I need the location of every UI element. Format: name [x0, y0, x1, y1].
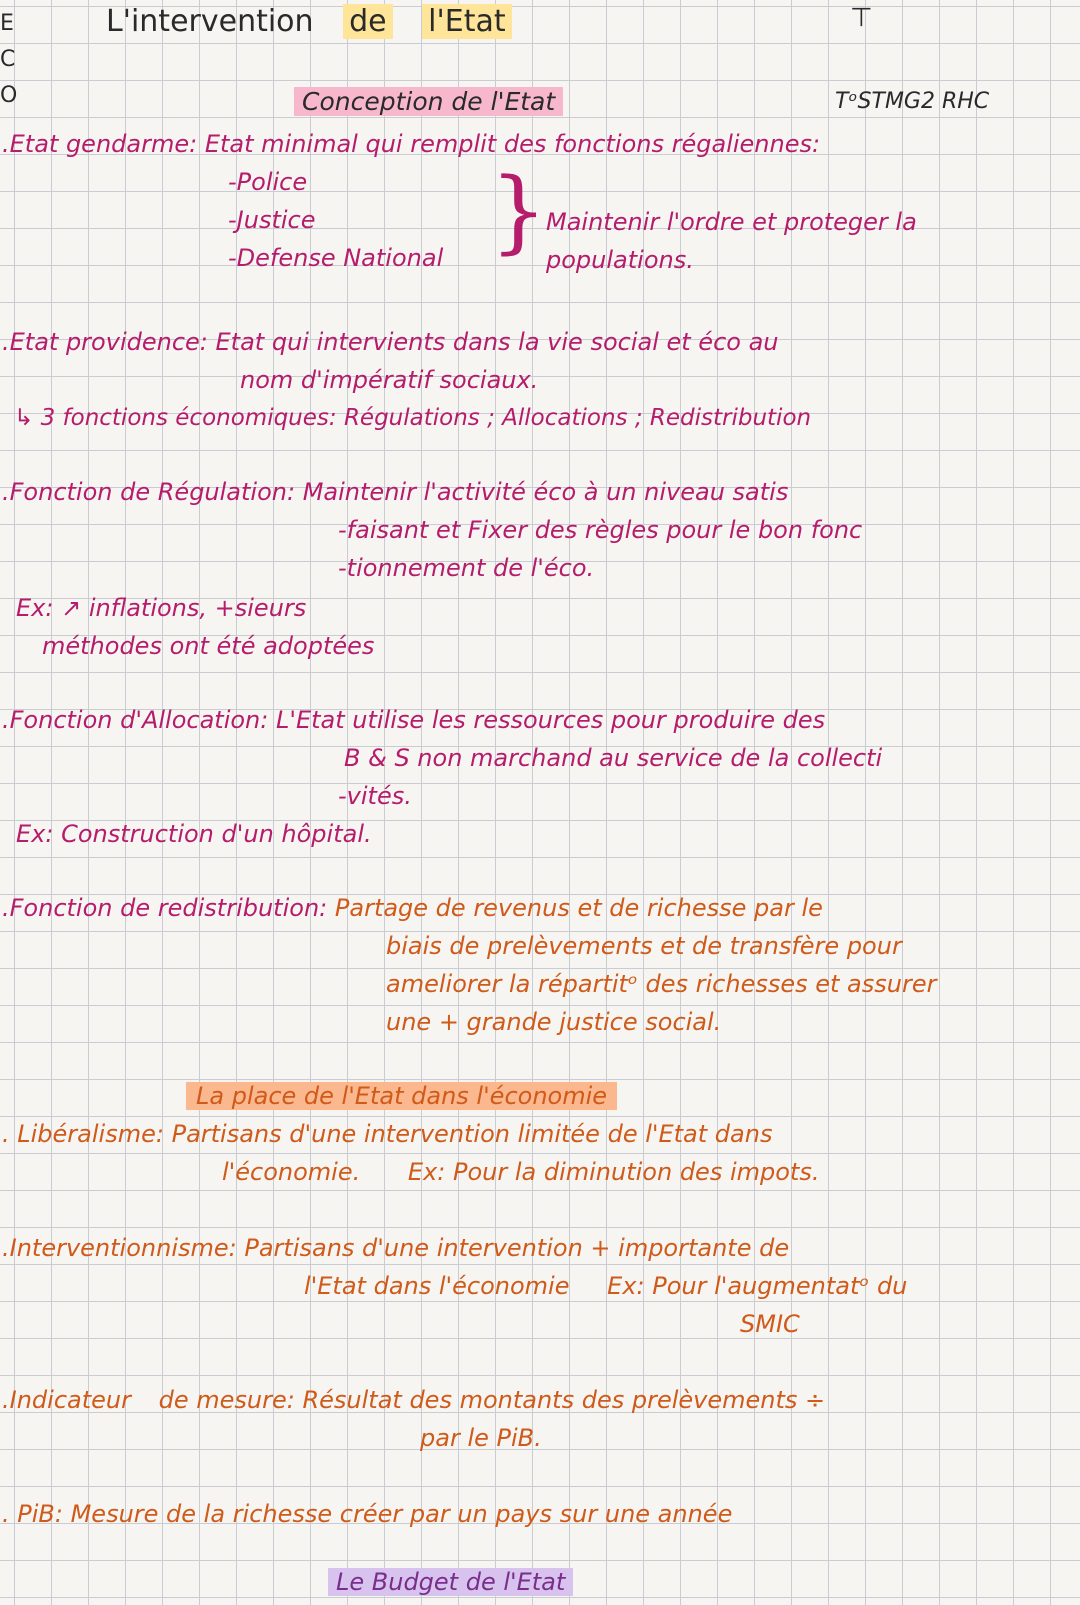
pib-definition: Mesure de la richesse créer par un pays sur une année	[70, 1500, 733, 1528]
interventionnisme-label: .Interventionnisme:	[2, 1234, 237, 1262]
providence-definition-1: Etat qui intervients dans la vie social et éco au	[215, 328, 779, 356]
gendarme-line	[2, 128, 820, 160]
margin-letter-e: E	[0, 11, 14, 36]
allocation-label: .Fonction d'Allocation:	[2, 706, 269, 734]
page-title	[106, 6, 512, 38]
interventionnisme-example: Ex: Pour l'augmentatᵒ du	[607, 1272, 908, 1300]
providence-line-2: nom d'impératif sociaux.	[240, 366, 539, 394]
providence-label: .Etat providence:	[2, 328, 208, 356]
gendarme-goal-line-2: populations.	[546, 246, 694, 274]
redistribution-line-1	[2, 892, 823, 924]
example-2: Ex: Construction d'un hôpital.	[16, 820, 372, 848]
regulation-line-1	[2, 476, 788, 508]
indicateur-line-2: par le PiB.	[420, 1424, 542, 1452]
pib-label: . PiB:	[2, 1500, 63, 1528]
section-heading-budget-text: Le Budget de l'Etat	[328, 1568, 573, 1596]
redistribution-text-1: Partage de revenus et de richesse par le	[334, 894, 823, 922]
liberalisme-text-2: l'économie.	[222, 1158, 361, 1186]
indicateur-text-1: de mesure: Résultat des montants des prelèvements ÷	[158, 1386, 826, 1414]
redistribution-line-2: biais de prelèvements et de transfère pour	[386, 932, 902, 960]
allocation-line-3: -vités.	[338, 782, 412, 810]
section-heading-place-text: La place de l'Etat dans l'économie	[186, 1082, 617, 1110]
title-word-3: l'Etat	[422, 4, 511, 39]
interventionnisme-line-1	[2, 1232, 789, 1264]
brace-icon: }	[490, 159, 548, 264]
redistribution-label: .Fonction de redistribution:	[2, 894, 328, 922]
regulation-label: .Fonction de Régulation:	[2, 478, 296, 506]
margin-letter-o: O	[0, 83, 18, 108]
section-heading-conception-text: Conception de l'Etat	[294, 87, 563, 116]
margin-letter-c: C	[0, 47, 16, 72]
redistribution-line-3: ameliorer la répartitᵒ des richesses et assurer	[386, 970, 937, 998]
gendarme-definition: Etat minimal qui remplit des fonctions régaliennes:	[204, 130, 821, 158]
list-item-justice: -Justice	[228, 206, 316, 234]
section-heading-conception	[294, 86, 563, 118]
redistribution-line-4: une + grande justice social.	[386, 1008, 722, 1036]
gendarme-goal-line-1: Maintenir l'ordre et proteger la	[546, 208, 917, 236]
class-info: TᵒSTMG2 RHC	[835, 89, 990, 114]
corner-mark: ⊤	[850, 3, 873, 33]
interventionnisme-text-1: Partisans d'une intervention + importante de	[244, 1234, 790, 1262]
allocation-line-1	[2, 704, 825, 736]
example-1-line-1: Ex: ↗ inflations, +sieurs	[16, 594, 307, 622]
allocation-text-1: L'Etat utilise les ressources pour produire des	[276, 706, 826, 734]
interventionnisme-smic: SMIC	[740, 1310, 800, 1338]
indicateur-label: .Indicateur	[2, 1386, 131, 1414]
liberalisme-example: Ex: Pour la diminution des impots.	[407, 1158, 820, 1186]
gendarme-label: .Etat gendarme:	[2, 130, 198, 158]
regulation-line-2: -faisant et Fixer des règles pour le bon fonc	[338, 516, 863, 544]
regulation-line-3: -tionnement de l'éco.	[338, 554, 595, 582]
liberalisme-line-1	[2, 1118, 772, 1150]
allocation-line-2: B & S non marchand au service de la collecti	[344, 744, 883, 772]
title-word-2: de	[343, 4, 393, 39]
liberalisme-label: . Libéralisme:	[2, 1120, 164, 1148]
example-1-line-2: méthodes ont été adoptées	[42, 632, 375, 660]
providence-line-1	[2, 326, 779, 358]
section-heading-place	[186, 1080, 617, 1112]
indicateur-line-1	[2, 1384, 825, 1416]
regulation-text-1: Maintenir l'activité éco à un niveau satis	[302, 478, 789, 506]
interventionnisme-text-2: l'Etat dans l'économie	[304, 1272, 570, 1300]
pib-line	[2, 1498, 732, 1530]
list-item-police: -Police	[228, 168, 308, 196]
title-word-1: L'intervention	[106, 4, 314, 39]
liberalisme-line-2	[222, 1156, 819, 1188]
list-item-defense: -Defense National	[228, 244, 444, 272]
interventionnisme-line-2	[304, 1270, 907, 1302]
functions-line: ↳ 3 fonctions économiques: Régulations ; Allocations ; Redistribution	[14, 405, 812, 431]
liberalisme-text-1: Partisans d'une intervention limitée de l'Etat dans	[171, 1120, 773, 1148]
section-heading-budget	[328, 1566, 573, 1598]
